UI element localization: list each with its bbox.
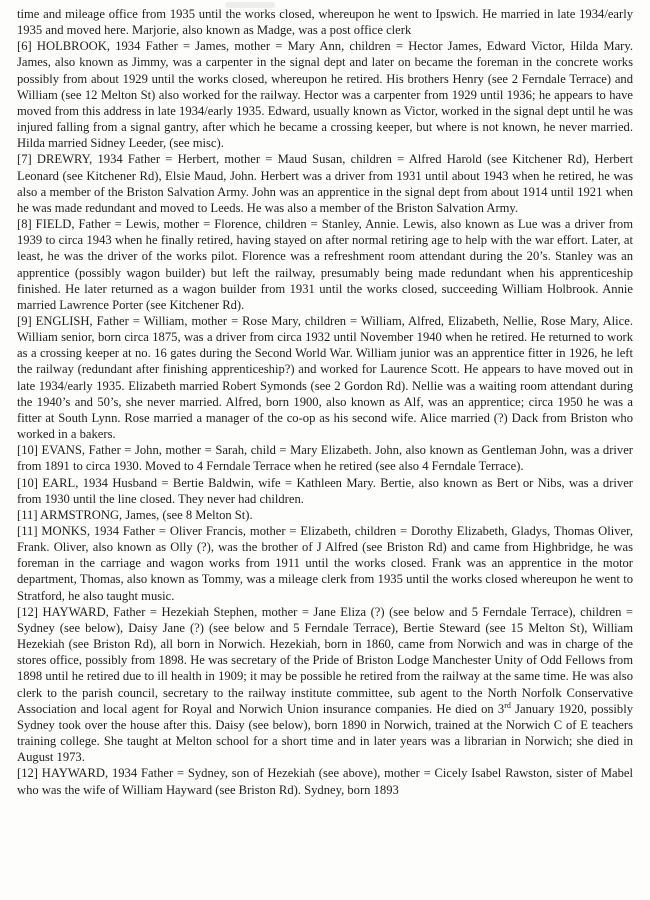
paragraph-earl: [10] EARL, 1934 Husband = Bertie Baldwin, wife = Kathleen Mary. Bertie, also known as Bert or Nibs, was a driver from 1930 until the line closed. They never had children.: [17, 475, 633, 506]
paragraph-field: [8] FIELD, Father = Lewis, mother = Florence, children = Stanley, Annie. Lewis, also known as Lue was a driver from 1939 to circa 1943 when he finally retired, having stayed on after normal retiring age to help with the war effort. Later, at least, he was the driver of the works pilot. Florence was a refreshment room attendant during the 20’s. Stanley was an apprentice (possibly wagon builder) but left the railway, presumably being made redundant when his apprenticeship finished. He later returned as a wagon builder from 1931 until the works closed, succeeding William Holbrook. Annie married Lawrence Porter (see Kitchener Rd).: [17, 217, 633, 312]
paragraph-evans: [10] EVANS, Father = John, mother = Sarah, child = Mary Elizabeth. John, also known as Gentleman John, was a driver from 1891 to circa 1930. Moved to 4 Ferndale Terrace when he retired (see also 4 Ferndale Terrace).: [17, 443, 633, 474]
paragraph-continuation: time and mileage office from 1935 until the works closed, whereupon he went to Ipswich. He married in late 1934/early 1935 and moved here. Marjorie, also known as Madge, was a post office clerk: [17, 7, 633, 38]
paragraph-drewry: [7] DREWRY, 1934 Father = Herbert, mother = Maud Susan, children = Alfred Harold (see Kitchener Rd), Herbert Leonard (see Kitchener Rd), Elsie Maud, John. Herbert was a driver from 1931 until about 1943 when he retired, he was also a member of the Briston Salvation Army. John was an apprentice in the signal dept from about 1914 until 1921 when he was made redundant and moved to Leeds. He was also a member of the Briston Salvation Army.: [17, 152, 633, 215]
paragraph-english: [9] ENGLISH, Father = William, mother = Rose Mary, children = William, Alfred, Elizabeth, Nellie, Rose Mary, Alice. William senior, born circa 1875, was a driver from circa 1932 until November 1940 when he retired. He returned to work as a crossing keeper at no. 16 gates during the Second World War. William junior was an apprentice fitter in 1926, he left the railway (redundant after finishing apprenticeship?) and worked for Laurence Scott. He appears to have moved out in late 1934/early 1935. Elizabeth married Robert Symonds (see 2 Gordon Rd). Nellie was a waiting room attendant during the 1940’s and 50’s, she never married. Alfred, born 1900, also known as Alf, was an apprentice; circa 1950 he was a fitter at South Lynn. Rose married a manager of the co-op as his second wife. Alice married (?) Dack from Briston who worked in a bakers.: [17, 313, 633, 442]
paragraph-hayward-sydney: [12] HAYWARD, 1934 Father = Sydney, son of Hezekiah (see above), mother = Cicely Isabel Rawston, sister of Mabel who was the wife of William Hayward (see Briston Rd). Sydney, born 1893: [17, 766, 633, 797]
paragraph-holbrook: [6] HOLBROOK, 1934 Father = James, mother = Mary Ann, children = Hector James, Edward Victor, Hilda Mary. James, also known as Jimmy, was a carpenter in the signal dept and later on became the foreman in the concrete works possibly from about 1929 until the works closed, whereupon he retired. His brothers Henry (see 2 Ferndale Terrace) and William (see 12 Melton St) also worked for the railway. Hector was a carpenter from 1929 until 1936; he appears to have moved from this address in late 1934/early 1935. Edward, usually known as Victor, worked in the signal dept until he was injured falling from a signal gantry, after which he became a crossing keeper, but where is not known, he never married. Hilda married Sidney Leeder, (see misc).: [17, 39, 633, 151]
paragraph-monks: [11] MONKS, 1934 Father = Oliver Francis, mother = Elizabeth, children = Dorothy Elizabeth, Gladys, Thomas Oliver, Frank. Oliver, also known as Olly (?), was the brother of J Alfred (see Briston Rd) and came from Highbridge, he was foreman in the carriage and wagon works from 1911 until the works closed. Frank was an apprentice in the motor department, Thomas, also known as Tommy, was a mileage clerk from 1935 until the works closed whereupon he went to Stratford, he also taught music.: [17, 524, 633, 603]
paragraph-armstrong: [11] ARMSTRONG, James, (see 8 Melton St).: [17, 507, 253, 522]
document-body: [17, 6, 633, 798]
paragraph-hayward-hezekiah: [12] HAYWARD, Father = Hezekiah Stephen, mother = Jane Eliza (?) (see below and 5 Ferndale Terrace), children = Sydney (see below), Daisy Jane (?) (see below and 5 Ferndale Terrace), Bertie Steward (see 15 Melton St), William Hezekiah (see Briston Rd), all born in Norwich. Hezekiah, born in 1860, came from Norwich and was in charge of the stores office, possibly from 1898. He was secretary of the Pride of Briston Lodge Manchester Unity of Odd Fellows from 1898 until he retired due to ill health in 1909; it may be possible he retired from the railway at the same time. He was also clerk to the parish council, secretary to the railway institute committee, sub agent to the North Norfolk Conservative Association and local agent for Royal and Norwich Union insurance companies. He died on 3rd January 1920, possibly Sydney took over the house after this. Daisy (see below), born 1890 in Norwich, trained at the Norwich C of E teachers training college. She taught at Melton school for a short time and in later years was a librarian in Norwich; she died in August 1973.: [17, 604, 633, 765]
